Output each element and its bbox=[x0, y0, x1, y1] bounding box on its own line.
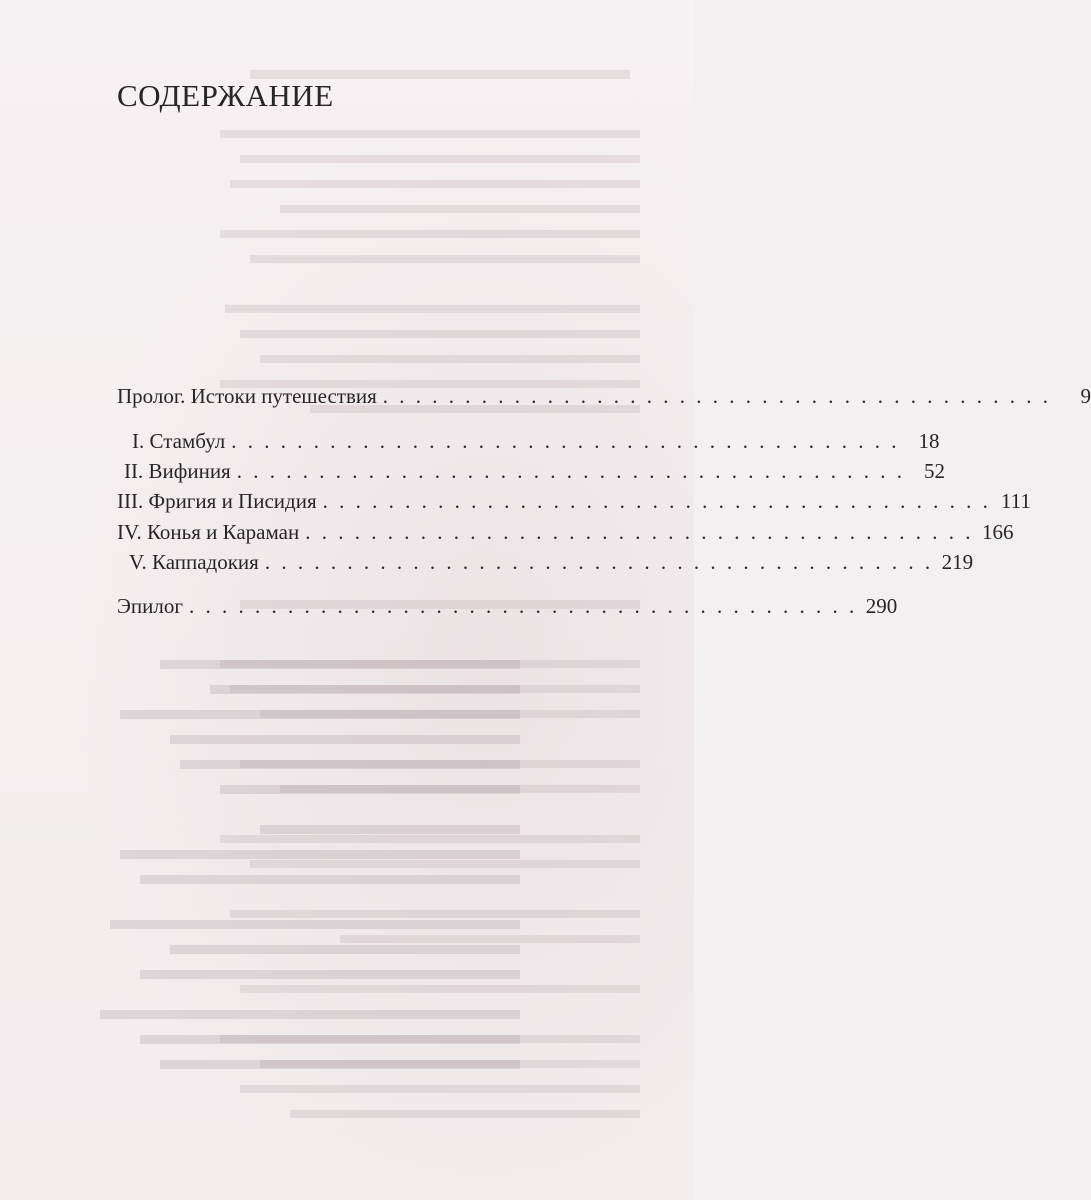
toc-entry-chapter-1 bbox=[132, 429, 940, 454]
page-title: СОДЕРЖАНИЕ bbox=[117, 78, 334, 113]
toc-entry-title: IV. Конья и Караман bbox=[117, 520, 300, 544]
toc-dot-leader: . . . . . . . . . . . . . . . . . . . . . . . . . . . . . . . . . . . . . . . . . bbox=[264, 550, 934, 574]
toc-entry-prologue bbox=[117, 384, 1091, 409]
toc-entry-title: I. Стамбул bbox=[132, 429, 226, 453]
toc-entry-page: 166 bbox=[981, 520, 1014, 544]
toc-entry-title: Эпилог bbox=[117, 594, 183, 618]
toc-entry-title: II. Вифиния bbox=[124, 459, 231, 483]
toc-dot-leader: . . . . . . . . . . . . . . . . . . . . . . . . . . . . . . . . . . . . . . . . . bbox=[231, 429, 900, 453]
show-through-imprint-lines bbox=[60, 660, 580, 1080]
toc-entry-chapter-4 bbox=[117, 520, 1014, 545]
toc-entry-chapter-5 bbox=[129, 550, 974, 575]
toc-dot-leader: . . . . . . . . . . . . . . . . . . . . . . . . . . . . . . . . . . . . . . . . . bbox=[236, 459, 905, 483]
toc-dot-leader: . . . . . . . . . . . . . . . . . . . . . . . . . . . . . . . . . . . . . . . . . bbox=[382, 384, 1052, 408]
show-through-imprint bbox=[60, 660, 580, 1080]
toc-dot-leader: . . . . . . . . . . . . . . . . . . . . . . . . . . . . . . . . . . . . . . . . . bbox=[188, 594, 858, 618]
toc-entry-title: III. Фригия и Писидия bbox=[117, 489, 317, 513]
toc-entry-page: 290 bbox=[865, 594, 898, 618]
toc-entry-page: 52 bbox=[923, 459, 945, 483]
toc-entry-page: 18 bbox=[918, 429, 940, 453]
toc-entry-title: V. Каппадокия bbox=[129, 550, 259, 574]
toc-entry-page: 9 bbox=[1080, 384, 1091, 408]
toc-entry-title: Пролог. Истоки путешествия bbox=[117, 384, 377, 408]
toc-entry-epilogue bbox=[117, 594, 898, 619]
toc-entry-chapter-2 bbox=[124, 459, 945, 484]
toc-dot-leader: . . . . . . . . . . . . . . . . . . . . . . . . . . . . . . . . . . . . . . . . . bbox=[322, 489, 991, 513]
toc-entry-page: 111 bbox=[1000, 489, 1031, 513]
toc-entry-page: 219 bbox=[941, 550, 974, 574]
toc-entry-chapter-3 bbox=[117, 489, 1031, 514]
toc-dot-leader: . . . . . . . . . . . . . . . . . . . . . . . . . . . . . . . . . . . . . . . . . bbox=[305, 520, 974, 544]
